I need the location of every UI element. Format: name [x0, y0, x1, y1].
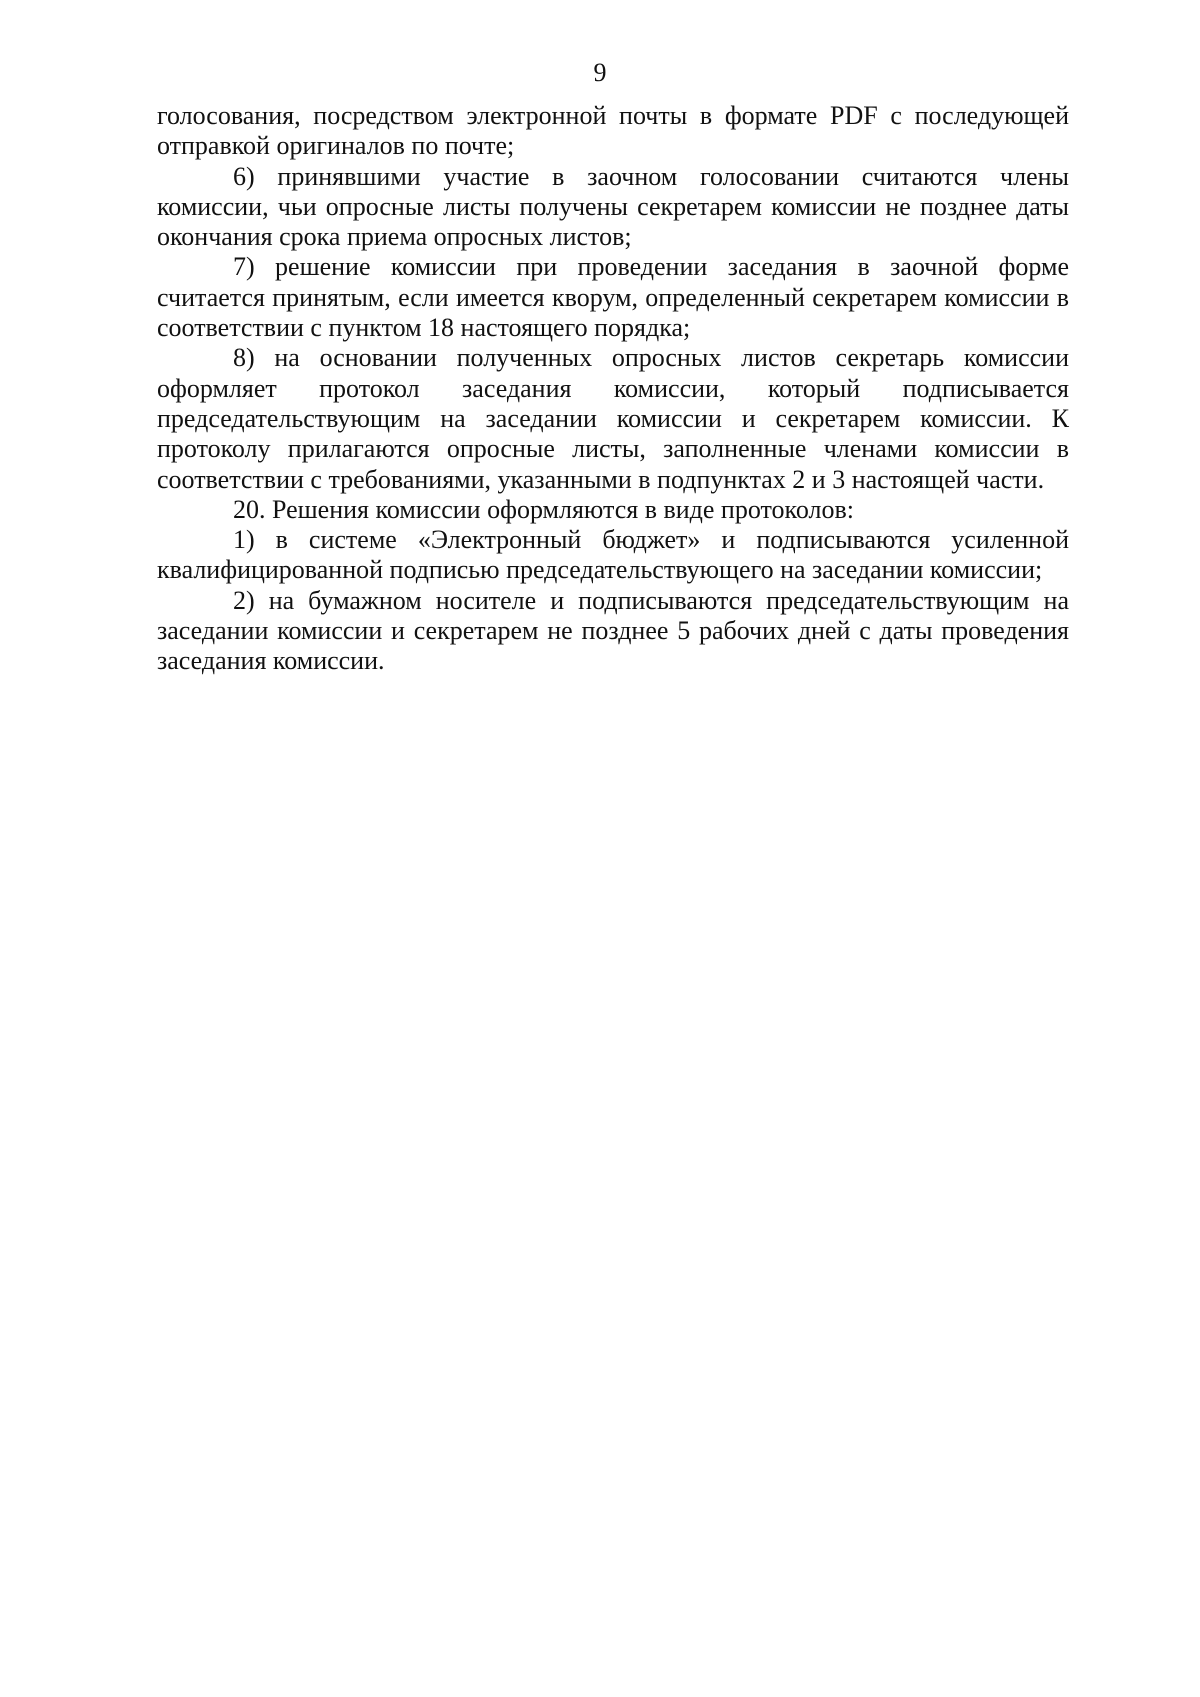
paragraph-voting-continuation: голосования, посредством электронной почты в формате PDF с последующей отправкой оригиналов по почте; [157, 101, 1069, 161]
page-number: 9 [593, 58, 607, 87]
paragraph-section-20-item-2: 2) на бумажном носителе и подписываются председательствующим на заседании комиссии и секретарем не позднее 5 рабочих дней с даты проведения заседания комиссии. [157, 585, 1069, 676]
paragraph-item-7: 7) решение комиссии при проведении заседания в заочной форме считается принятым, если имеется кворум, определенный секретарем комиссии в соответствии с пунктом 18 настоящего порядка; [157, 252, 1069, 343]
paragraph-item-8: 8) на основании полученных опросных листов секретарь комиссии оформляет протокол заседания комиссии, который подписывается председательствующим на заседании комиссии и секретарем комиссии. К протоколу прилагаются опросные листы, заполненные членами комиссии в соответствии с требованиями, указанными в подпунктах 2 и 3 настоящей части. [157, 343, 1069, 494]
document-body [157, 101, 1069, 677]
paragraph-section-20: 20. Решения комиссии оформляются в виде протоколов: [233, 494, 854, 524]
paragraph-item-6: 6) принявшими участие в заочном голосовании считаются члены комиссии, чьи опросные листы получены секретарем комиссии не позднее даты окончания срока приема опросных листов; [157, 161, 1069, 252]
paragraph-section-20-item-1: 1) в системе «Электронный бюджет» и подписываются усиленной квалифицированной подписью председательствующего на заседании комиссии; [157, 525, 1069, 585]
